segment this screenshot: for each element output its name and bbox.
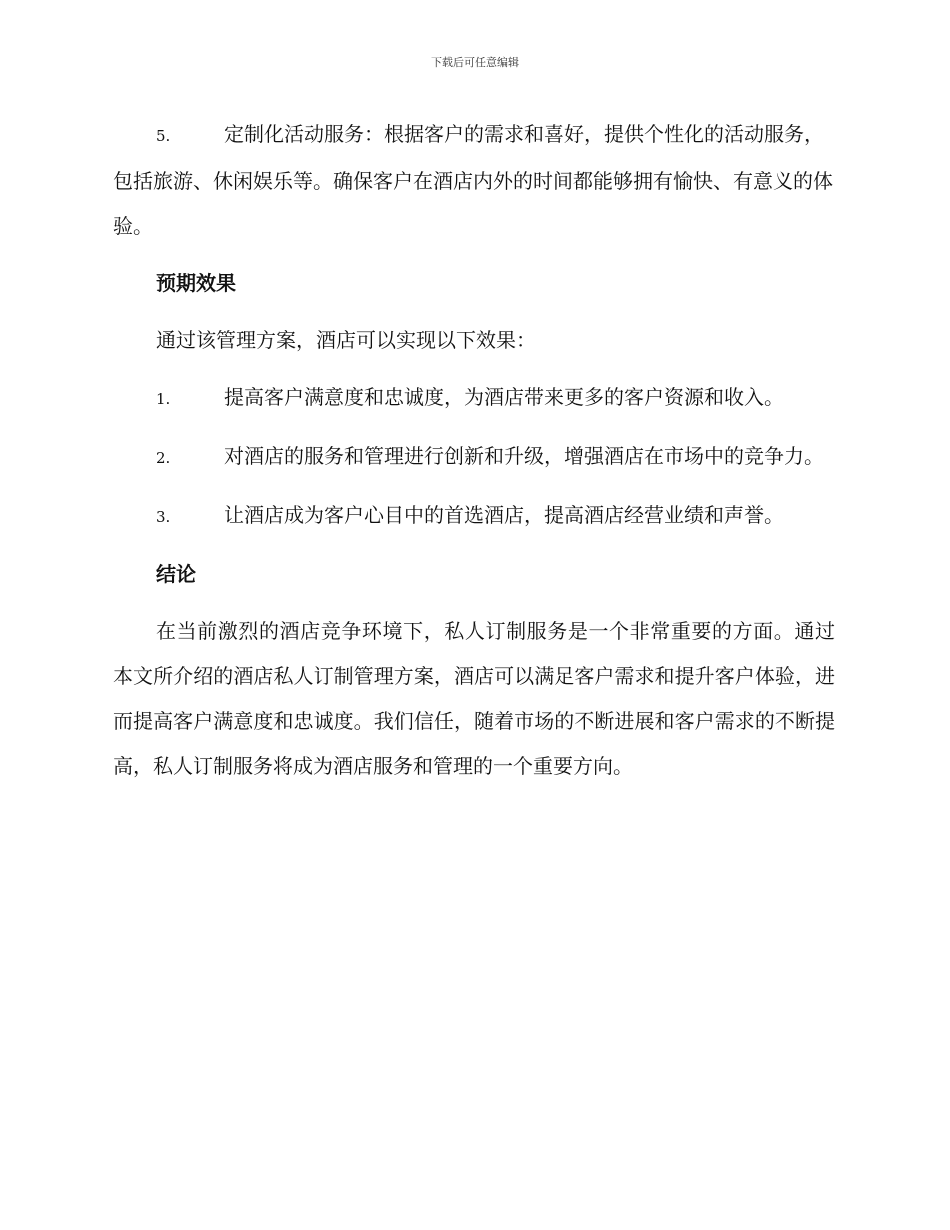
list-number: 1.	[156, 390, 171, 408]
list-text: 提高客户满意度和忠诚度，为酒店带来更多的客户资源和收入。	[224, 385, 784, 409]
list-item-5	[113, 112, 835, 249]
list-item-3	[113, 493, 835, 540]
list-number: 5.	[156, 127, 171, 145]
conclusion-body: 在当前激烈的酒店竞争环境下，私人订制服务是一个非常重要的方面。通过本文所介绍的酒店私人订制管理方案，酒店可以满足客户需求和提升客户体验，进而提高客户满意度和忠诚度。我们信任，随着市场的不断进展和客户需求的不断提高，私人订制服务将成为酒店服务和管理的一个重要方向。	[113, 619, 835, 778]
list-text: 让酒店成为客户心目中的首选酒店，提高酒店经营业绩和声誉。	[224, 503, 784, 527]
list-item-1	[113, 375, 835, 422]
list-item-2	[113, 434, 835, 481]
section-heading-conclusion: 结论	[156, 562, 196, 586]
document-body	[113, 112, 835, 801]
page-header: 下载后可任意编辑	[431, 56, 519, 69]
list-number: 2.	[156, 449, 171, 467]
section-heading-effects: 预期效果	[156, 271, 236, 295]
list-text: 定制化活动服务：根据客户的需求和喜好，提供个性化的活动服务，包括旅游、休闲娱乐等。确保客户在酒店内外的时间都能够拥有愉快、有意义的体验。	[113, 122, 833, 238]
effects-intro: 通过该管理方案，酒店可以实现以下效果：	[156, 328, 536, 352]
list-text: 对酒店的服务和管理进行创新和升级，增强酒店在市场中的竞争力。	[224, 444, 824, 468]
list-number: 3.	[156, 508, 171, 526]
